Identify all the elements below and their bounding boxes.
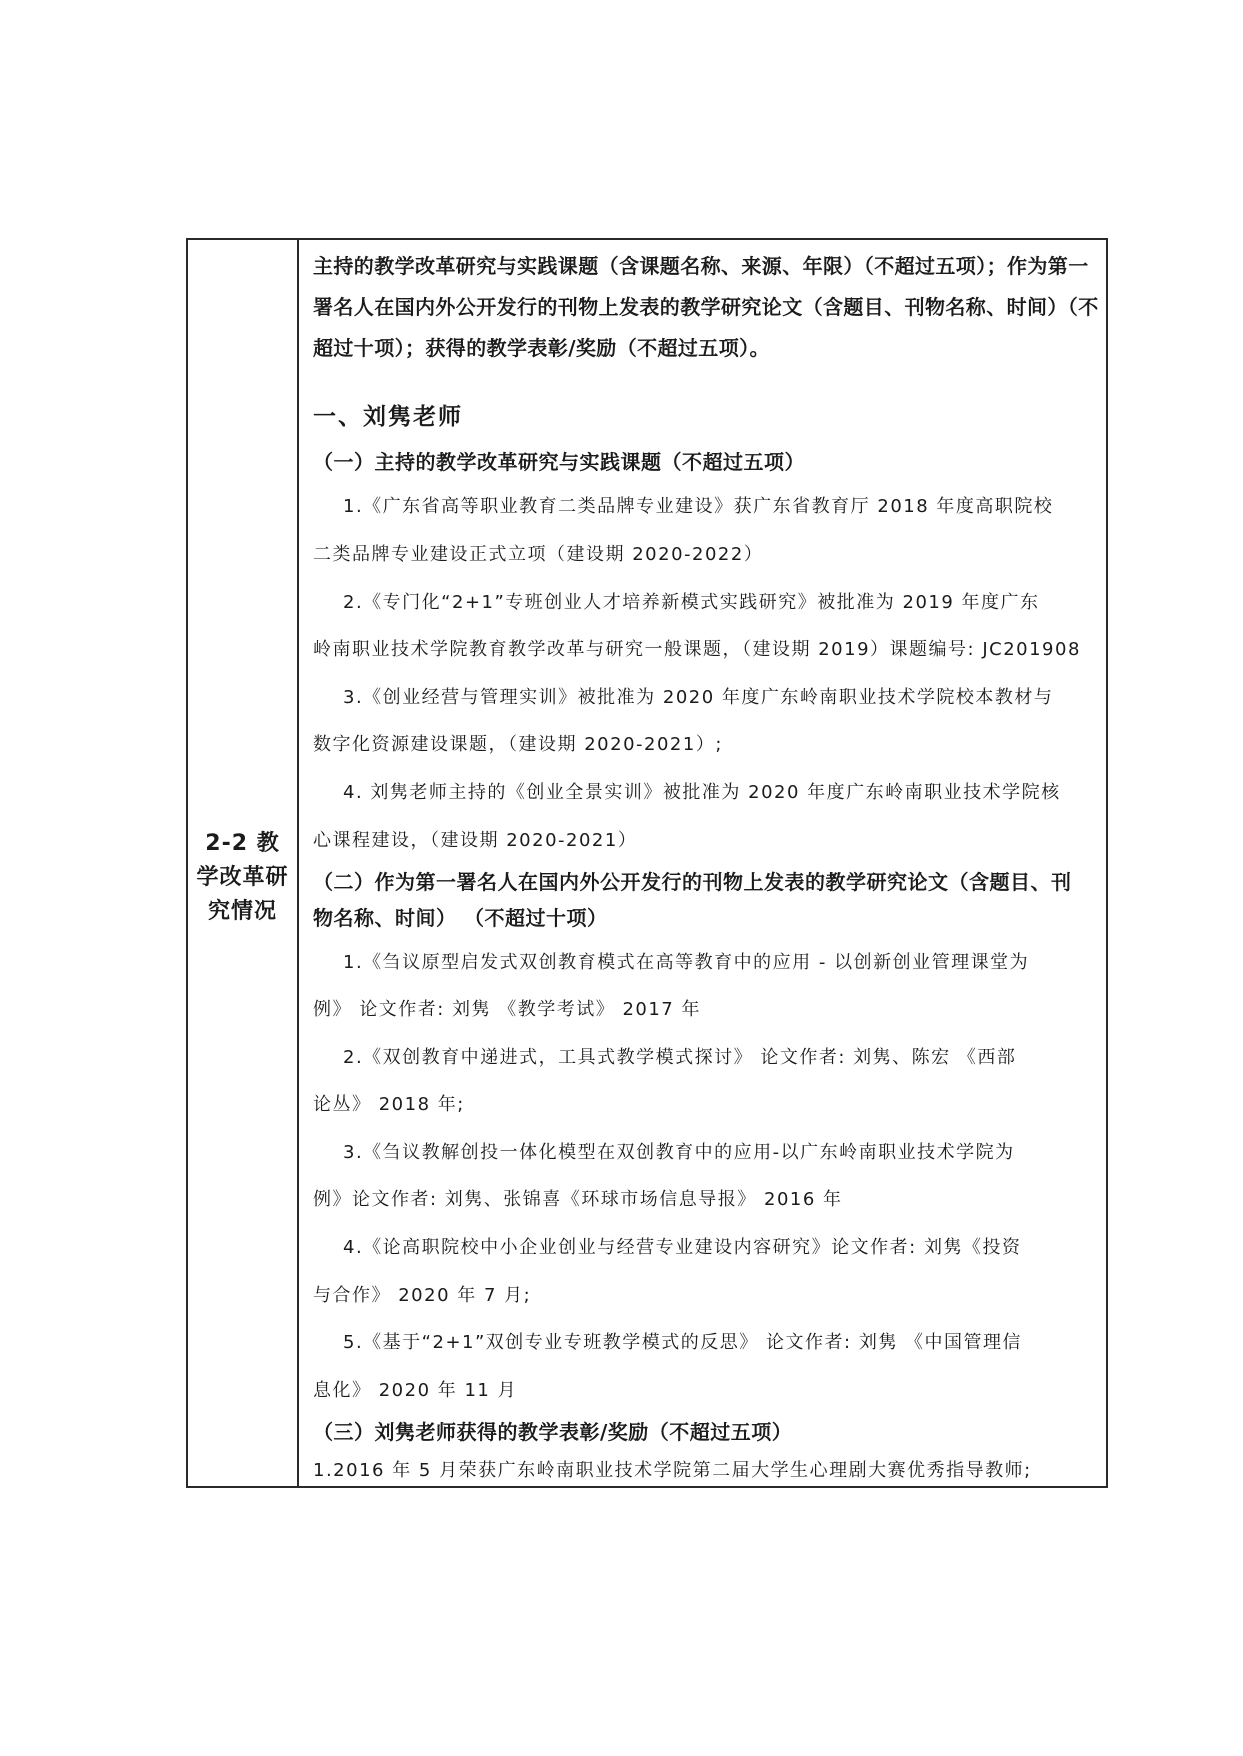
form-table (186, 238, 1108, 1488)
list-item: 3.《刍议教解创投一体化模型在双创教育中的应用-以广东岭南职业技术学院为 (343, 1142, 1015, 1163)
row-label-cell (188, 240, 299, 1486)
list-item: 二类品牌专业建设正式立项（建设期 2020-2022） (313, 544, 764, 565)
subheading-2-cont: 物名称、时间） （不超过十项） (313, 906, 608, 930)
subheading-3: （三）刘隽老师获得的教学表彰/奖励（不超过五项） (313, 1420, 793, 1444)
list-item: 例》 论文作者: 刘隽 《教学考试》 2017 年 (313, 999, 701, 1020)
list-item: 论丛》 2018 年; (313, 1094, 465, 1115)
list-item: 2.《双创教育中递进式，工具式教学模式探讨》 论文作者: 刘隽、陈宏 《西部 (343, 1047, 1017, 1068)
subheading-2: （二）作为第一署名人在国内外公开发行的刊物上发表的教学研究论文（含题目、刊 (313, 870, 1072, 894)
intro-paragraph: 主持的教学改革研究与实践课题（含课题名称、来源、年限）（不超过五项）；作为第一署名人在国内外公开发行的刊物上发表的教学研究论文（含题目、刊物名称、时间）（不超过十项）；获得的教学表彰/奖励（不超过五项）。 (313, 254, 1099, 360)
subheading-1: （一）主持的教学改革研究与实践课题（不超过五项） (313, 450, 805, 474)
list-item: 2.《专门化“2+1”专班创业人才培养新模式实践研究》被批准为 2019 年度广东 (343, 592, 1040, 613)
list-item: 1.2016 年 5 月荣获广东岭南职业技术学院第二届大学生心理剧大赛优秀指导教师; (313, 1460, 1032, 1481)
list-item: 数字化资源建设课题，（建设期 2020-2021）; (313, 734, 723, 755)
section-title: 一、刘隽老师 (313, 404, 463, 430)
list-item: 心课程建设，（建设期 2020-2021） (313, 830, 638, 851)
list-item: 4. 刘隽老师主持的《创业全景实训》被批准为 2020 年度广东岭南职业技术学院核 (343, 782, 1061, 803)
row-label: 2-2 教学改革研究情况 (196, 831, 289, 924)
list-item: 4.《论高职院校中小企业创业与经营专业建设内容研究》论文作者: 刘隽《投资 (343, 1237, 1022, 1258)
list-item: 例》论文作者: 刘隽、张锦喜《环球市场信息导报》 2016 年 (313, 1189, 843, 1210)
list-item: 与合作》 2020 年 7 月; (313, 1285, 532, 1306)
list-item: 1.《刍议原型启发式双创教育模式在高等教育中的应用 - 以创新创业管理课堂为 (343, 952, 1030, 973)
list-item: 1.《广东省高等职业教育二类品牌专业建设》获广东省教育厅 2018 年度高职院校 (343, 496, 1054, 517)
list-item: 岭南职业技术学院教育教学改革与研究一般课题，（建设期 2019）课题编号: JC201908 (313, 639, 1081, 660)
list-item: 息化》 2020 年 11 月 (313, 1380, 518, 1401)
list-item: 5.《基于“2+1”双创专业专班教学模式的反思》 论文作者: 刘隽 《中国管理信 (343, 1332, 1023, 1353)
list-item: 3.《创业经营与管理实训》被批准为 2020 年度广东岭南职业技术学院校本教材与 (343, 687, 1054, 708)
content-cell (299, 240, 1106, 1486)
